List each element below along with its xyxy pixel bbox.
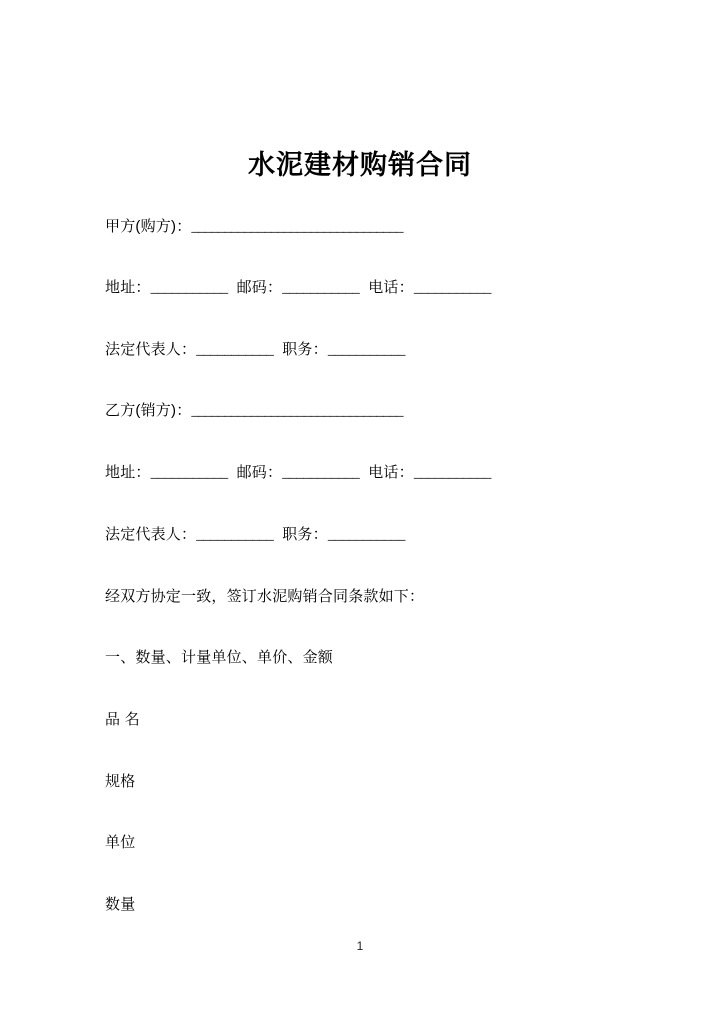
- item-row: [105, 771, 665, 793]
- field-label: 电话：: [368, 279, 414, 296]
- section-heading-text: 一、数量、计量单位、单价、金额: [105, 649, 334, 666]
- field-label: 邮码：: [236, 464, 283, 481]
- section-heading-quantity: [105, 647, 665, 669]
- field-label: 乙方(销方)：: [105, 402, 192, 419]
- item-label: 数量: [105, 896, 136, 913]
- field-label: 地址：: [105, 279, 151, 296]
- item-label: 规格: [105, 773, 136, 790]
- field-blank[interactable]: ___________: [413, 280, 491, 296]
- field-blank[interactable]: ________________________________: [191, 403, 403, 419]
- item-row: [105, 709, 665, 731]
- item-row: [105, 894, 665, 916]
- field-label: 邮码：: [236, 279, 283, 296]
- field-label: 法定代表人：: [105, 341, 197, 358]
- field-blank[interactable]: ________________________________: [191, 219, 403, 235]
- field-blank[interactable]: ___________: [413, 465, 491, 481]
- field-label: 职务：: [282, 526, 328, 543]
- field-blank[interactable]: ___________: [150, 280, 228, 296]
- form-line-seller-address: [105, 462, 665, 484]
- preamble-paragraph: [105, 586, 665, 608]
- field-label: 法定代表人：: [105, 526, 197, 543]
- form-line-buyer-address: [105, 277, 665, 299]
- field-blank[interactable]: ___________: [327, 527, 405, 543]
- field-blank[interactable]: ___________: [282, 465, 360, 481]
- form-line-seller-legal-rep: [105, 524, 665, 546]
- item-label: 品 名: [105, 711, 140, 728]
- field-blank[interactable]: ___________: [327, 342, 405, 358]
- preamble-text: 经双方协定一致，签订水泥购销合同条款如下：: [105, 588, 425, 605]
- page-number: 1: [356, 939, 364, 953]
- field-label: 地址：: [105, 464, 151, 481]
- field-label: 甲方(购方)：: [105, 218, 192, 235]
- form-line-buyer-legal-rep: [105, 339, 665, 361]
- page-title: 水泥建材购销合同: [248, 150, 472, 180]
- item-label: 单位: [105, 834, 136, 851]
- form-line-seller-name: [105, 400, 665, 422]
- field-blank[interactable]: ___________: [196, 342, 274, 358]
- field-blank[interactable]: ___________: [150, 465, 228, 481]
- field-blank[interactable]: ___________: [196, 527, 274, 543]
- item-row: [105, 832, 665, 854]
- field-blank[interactable]: ___________: [282, 280, 360, 296]
- field-label: 电话：: [368, 464, 414, 481]
- form-line-buyer-name: [105, 216, 665, 238]
- field-label: 职务：: [282, 341, 328, 358]
